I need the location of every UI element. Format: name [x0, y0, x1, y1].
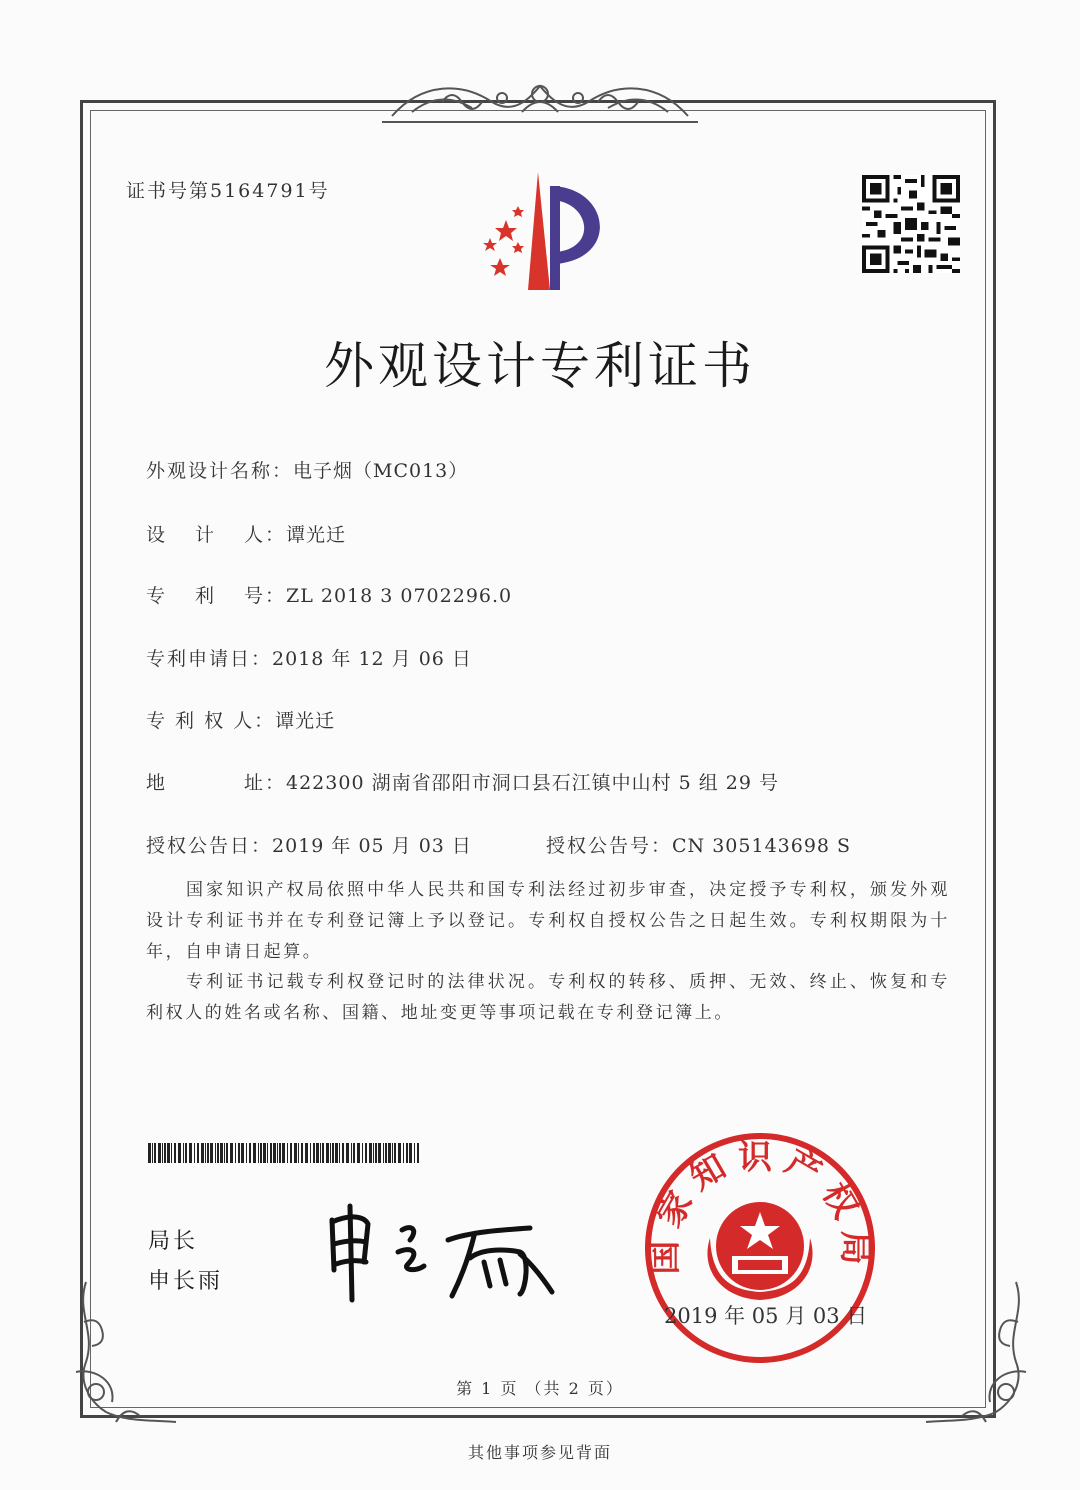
- barcode-bar: [282, 1143, 285, 1163]
- barcode-bar: [185, 1143, 187, 1163]
- barcode-bar: [249, 1143, 251, 1163]
- barcode-bar: [260, 1143, 262, 1163]
- barcode-bar: [385, 1143, 387, 1163]
- field-value: ZL 2018 3 0702296.0: [286, 585, 513, 607]
- barcode-bar: [183, 1143, 184, 1163]
- barcode-bar: [398, 1143, 401, 1163]
- field-patentee: [146, 706, 335, 733]
- barcode-bar: [178, 1143, 181, 1163]
- barcode-bar: [357, 1143, 360, 1163]
- official-seal-icon: [640, 1128, 880, 1368]
- seal-date: 2019 年 05 月 03 日: [664, 1304, 868, 1328]
- field-label: 外观设计名称：: [146, 460, 294, 482]
- barcode-bar: [201, 1143, 204, 1163]
- field-value: 谭光迁: [275, 710, 336, 732]
- barcode-bar: [235, 1143, 236, 1163]
- barcode-bar: [205, 1143, 206, 1163]
- field-value: 谭光迁: [286, 524, 347, 546]
- certificate-title: 外观设计专利证书: [324, 337, 756, 395]
- field-value: 422300 湖南省邵阳市洞口县石江镇中山村 5 组 29 号: [286, 772, 779, 794]
- barcode-bar: [207, 1143, 209, 1163]
- barcode-bar: [305, 1143, 308, 1163]
- field-value: CN 305143698 S: [672, 835, 852, 857]
- body-paragraph-1: 国家知识产权局依照中华人民共和国专利法经过初步审查，决定授予专利权，颁发外观设计专利证书并在专利登记簿上予以登记。专利权自授权公告之日起生效。专利权期限为十年，自申请日起算。: [146, 880, 950, 962]
- field-label: 专利申请日：: [146, 648, 273, 670]
- barcode-bar: [224, 1143, 225, 1163]
- director-name: 申长雨: [148, 1269, 224, 1294]
- barcode-bar: [273, 1143, 276, 1163]
- field-label: 设 计 人：: [146, 524, 286, 546]
- barcode-bar: [322, 1143, 324, 1163]
- barcode-bar: [316, 1143, 319, 1163]
- barcode-bar: [339, 1143, 340, 1163]
- barcode-bar: [263, 1143, 266, 1163]
- barcode-bar: [403, 1143, 404, 1163]
- barcode-bar: [217, 1143, 219, 1163]
- barcode-bar: [171, 1143, 172, 1163]
- barcode-bar: [158, 1143, 161, 1163]
- barcode-bar: [394, 1143, 396, 1163]
- field-designer: [146, 520, 346, 547]
- barcode-icon: [148, 1143, 420, 1163]
- barcode-bar: [346, 1143, 349, 1163]
- signature-icon: [320, 1200, 560, 1310]
- footer-note: 其他事项参见背面: [467, 1443, 612, 1462]
- barcode-bar: [287, 1143, 288, 1163]
- barcode-bar: [378, 1143, 381, 1163]
- barcode-bar: [279, 1143, 281, 1163]
- field-value: 2018 年 12 月 06 日: [272, 648, 472, 670]
- certificate-number: 证书号第5164791号: [126, 180, 330, 202]
- barcode-bar: [215, 1143, 216, 1163]
- barcode-bar: [406, 1143, 408, 1163]
- field-filing-date: [146, 644, 472, 671]
- barcode-bar: [351, 1143, 352, 1163]
- barcode-bar: [189, 1143, 192, 1163]
- barcode-bar: [313, 1143, 315, 1163]
- field-patent-number: [146, 581, 512, 608]
- field-label: 专 利 权 人：: [146, 710, 276, 732]
- barcode-bar: [162, 1143, 163, 1163]
- top-ornament-icon: [382, 72, 698, 128]
- barcode-bar: [301, 1143, 303, 1163]
- barcode-bar: [290, 1143, 292, 1163]
- barcode-bar: [388, 1143, 391, 1163]
- barcode-bar: [197, 1143, 199, 1163]
- field-design-name: [146, 456, 468, 483]
- barcode-bar: [330, 1143, 331, 1163]
- page-number: 第 1 页 （共 2 页）: [456, 1379, 624, 1398]
- barcode-bar: [277, 1143, 278, 1163]
- barcode-bar: [417, 1143, 419, 1163]
- barcode-bar: [267, 1143, 268, 1163]
- field-label: 授权公告号：: [546, 835, 673, 857]
- barcode-bar: [326, 1143, 329, 1163]
- barcode-bar: [270, 1143, 272, 1163]
- barcode-bar: [241, 1143, 244, 1163]
- barcode-bar: [152, 1143, 153, 1163]
- barcode-bar: [320, 1143, 321, 1163]
- field-label: 授权公告日：: [146, 835, 273, 857]
- barcode-bar: [392, 1143, 393, 1163]
- barcode-bar: [365, 1143, 367, 1163]
- field-label: 地 址：: [146, 772, 286, 794]
- barcode-bar: [414, 1143, 415, 1163]
- barcode-bar: [362, 1143, 363, 1163]
- field-grant-date: [146, 831, 472, 858]
- barcode-bar: [238, 1143, 240, 1163]
- qr-code-icon: [860, 175, 962, 273]
- barcode-bar: [148, 1143, 151, 1163]
- corner-ornament-icon: [66, 1272, 186, 1432]
- barcode-bar: [375, 1143, 377, 1163]
- field-value: 电子烟（MC013）: [293, 460, 469, 482]
- field-address: [146, 768, 779, 795]
- barcode-bar: [210, 1143, 213, 1163]
- barcode-bar: [194, 1143, 195, 1163]
- barcode-bar: [369, 1143, 372, 1163]
- barcode-bar: [246, 1143, 247, 1163]
- barcode-bar: [258, 1143, 259, 1163]
- director-title: 局长: [148, 1229, 199, 1254]
- barcode-bar: [220, 1143, 223, 1163]
- corner-ornament-icon: [916, 1272, 1036, 1432]
- barcode-bar: [253, 1143, 256, 1163]
- body-paragraph-2: 专利证书记载专利权登记时的法律状况。专利权的转移、质押、无效、终止、恢复和专利权人的姓名或名称、国籍、地址变更等事项记载在专利登记簿上。: [146, 972, 950, 1023]
- barcode-bar: [298, 1143, 299, 1163]
- barcode-bar: [154, 1143, 156, 1163]
- barcode-bar: [164, 1143, 166, 1163]
- barcode-bar: [310, 1143, 311, 1163]
- barcode-bar: [409, 1143, 412, 1163]
- field-grant-number: [546, 831, 851, 858]
- svg-text:国家知识产权局: 国家知识产权局: [644, 1137, 876, 1275]
- barcode-bar: [373, 1143, 374, 1163]
- cnipa-logo-icon: [460, 168, 620, 298]
- barcode-bar: [342, 1143, 344, 1163]
- barcode-bar: [230, 1143, 233, 1163]
- barcode-bar: [335, 1143, 338, 1163]
- barcode-bar: [294, 1143, 297, 1163]
- barcode-bar: [383, 1143, 384, 1163]
- barcode-bar: [332, 1143, 334, 1163]
- barcode-bar: [167, 1143, 170, 1163]
- barcode-bar: [174, 1143, 176, 1163]
- barcode-bar: [226, 1143, 228, 1163]
- field-label: 专 利 号：: [146, 585, 286, 607]
- barcode-bar: [353, 1143, 355, 1163]
- field-value: 2019 年 05 月 03 日: [272, 835, 472, 857]
